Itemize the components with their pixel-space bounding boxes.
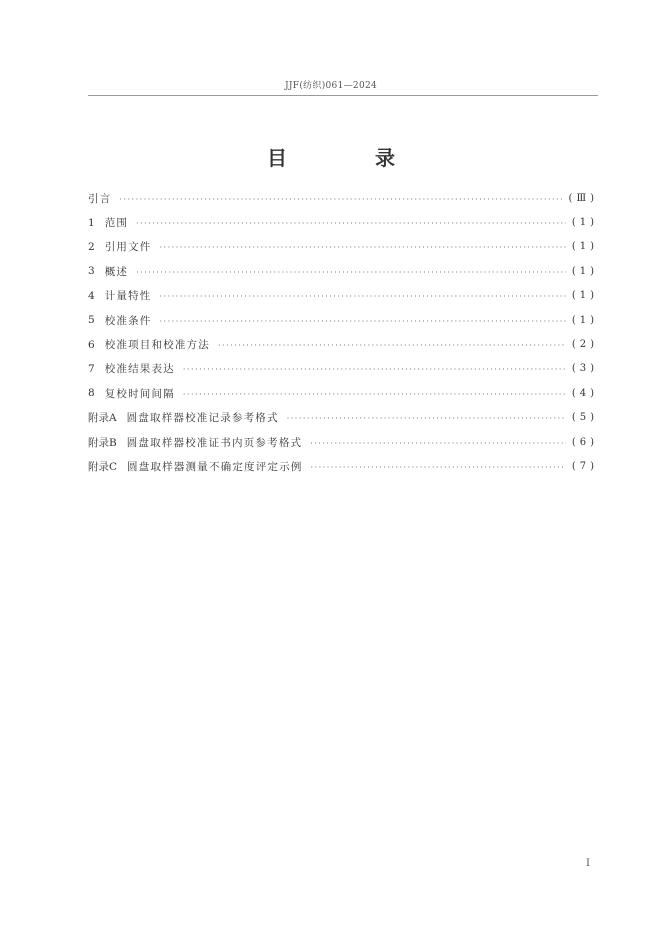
toc-entry-label: 圆盘取样器校准证书内页参考格式 [126, 436, 303, 449]
toc-entry-page: (7) [571, 460, 598, 472]
toc-entry-appendix-a[interactable] [88, 406, 598, 430]
toc-entry-page: (4) [571, 387, 598, 399]
dot-leader [310, 439, 566, 448]
toc-entry-label: 圆盘取样器测量不确定度评定示例 [127, 460, 303, 473]
toc-entry-page: (6) [571, 436, 598, 448]
dot-leader [311, 463, 566, 472]
toc-entry-foreword[interactable] [88, 186, 598, 210]
toc-entry-appendix-c[interactable] [88, 454, 598, 478]
dot-leader [136, 219, 566, 228]
dot-leader [136, 268, 566, 277]
toc-entry-1[interactable] [88, 210, 598, 234]
dot-leader [218, 341, 566, 350]
toc-entry-page: (1) [571, 241, 598, 253]
toc-entry-page: (5) [571, 412, 598, 424]
toc-entry-6[interactable] [88, 332, 598, 356]
toc-entry-page: (1) [571, 217, 598, 229]
dot-leader [287, 414, 566, 423]
toc-entry-label: 概述 [104, 265, 129, 278]
dot-leader [160, 292, 566, 301]
toc-entry-3[interactable] [88, 259, 598, 283]
table-of-contents [88, 186, 598, 479]
toc-entry-number: 7 [88, 362, 95, 375]
dot-leader [160, 243, 566, 252]
toc-entry-label: 复校时间间隔 [104, 387, 175, 400]
toc-entry-page: (Ⅲ) [568, 192, 598, 204]
toc-entry-page: (3) [571, 363, 598, 375]
toc-entry-7[interactable] [88, 357, 598, 381]
toc-entry-number: 1 [88, 216, 95, 229]
dot-leader [183, 365, 566, 374]
toc-entry-number: 4 [88, 289, 95, 302]
toc-entry-label: 圆盘取样器校准记录参考格式 [126, 412, 279, 425]
toc-entry-label: 校准结果表达 [104, 363, 175, 376]
page-number: I [586, 858, 590, 869]
toc-entry-page: (2) [571, 339, 598, 351]
toc-entry-page: (1) [571, 314, 598, 326]
toc-entry-page: (1) [571, 265, 598, 277]
toc-entry-page: (1) [571, 290, 598, 302]
toc-entry-label: 引用文件 [104, 241, 152, 254]
toc-entry-number: 5 [88, 314, 95, 327]
dot-leader [119, 195, 562, 204]
toc-entry-label: 校准条件 [104, 314, 152, 327]
toc-title: 目 录 [267, 146, 429, 170]
dot-leader [160, 317, 566, 326]
toc-entry-4[interactable] [88, 284, 598, 308]
dot-leader [183, 390, 566, 399]
toc-entry-2[interactable] [88, 235, 598, 259]
toc-entry-label: 计量特性 [104, 290, 152, 303]
toc-entry-number: 2 [88, 240, 95, 253]
toc-entry-number: 附录A [88, 412, 117, 425]
toc-entry-number: 3 [88, 265, 95, 278]
toc-entry-label: 范围 [104, 217, 129, 230]
toc-entry-number: 8 [88, 387, 95, 400]
toc-entry-appendix-b[interactable] [88, 430, 598, 454]
toc-entry-number: 附录B [88, 436, 117, 449]
toc-entry-5[interactable] [88, 308, 598, 332]
toc-entry-number: 附录C [88, 460, 118, 473]
standard-code: JJF(纺织)061—2024 [284, 81, 378, 91]
toc-entry-label: 校准项目和校准方法 [104, 339, 210, 352]
toc-entry-8[interactable] [88, 381, 598, 405]
toc-entry-label: 引言 [88, 192, 112, 205]
header-rule [88, 95, 598, 96]
toc-entry-number: 6 [88, 338, 95, 351]
